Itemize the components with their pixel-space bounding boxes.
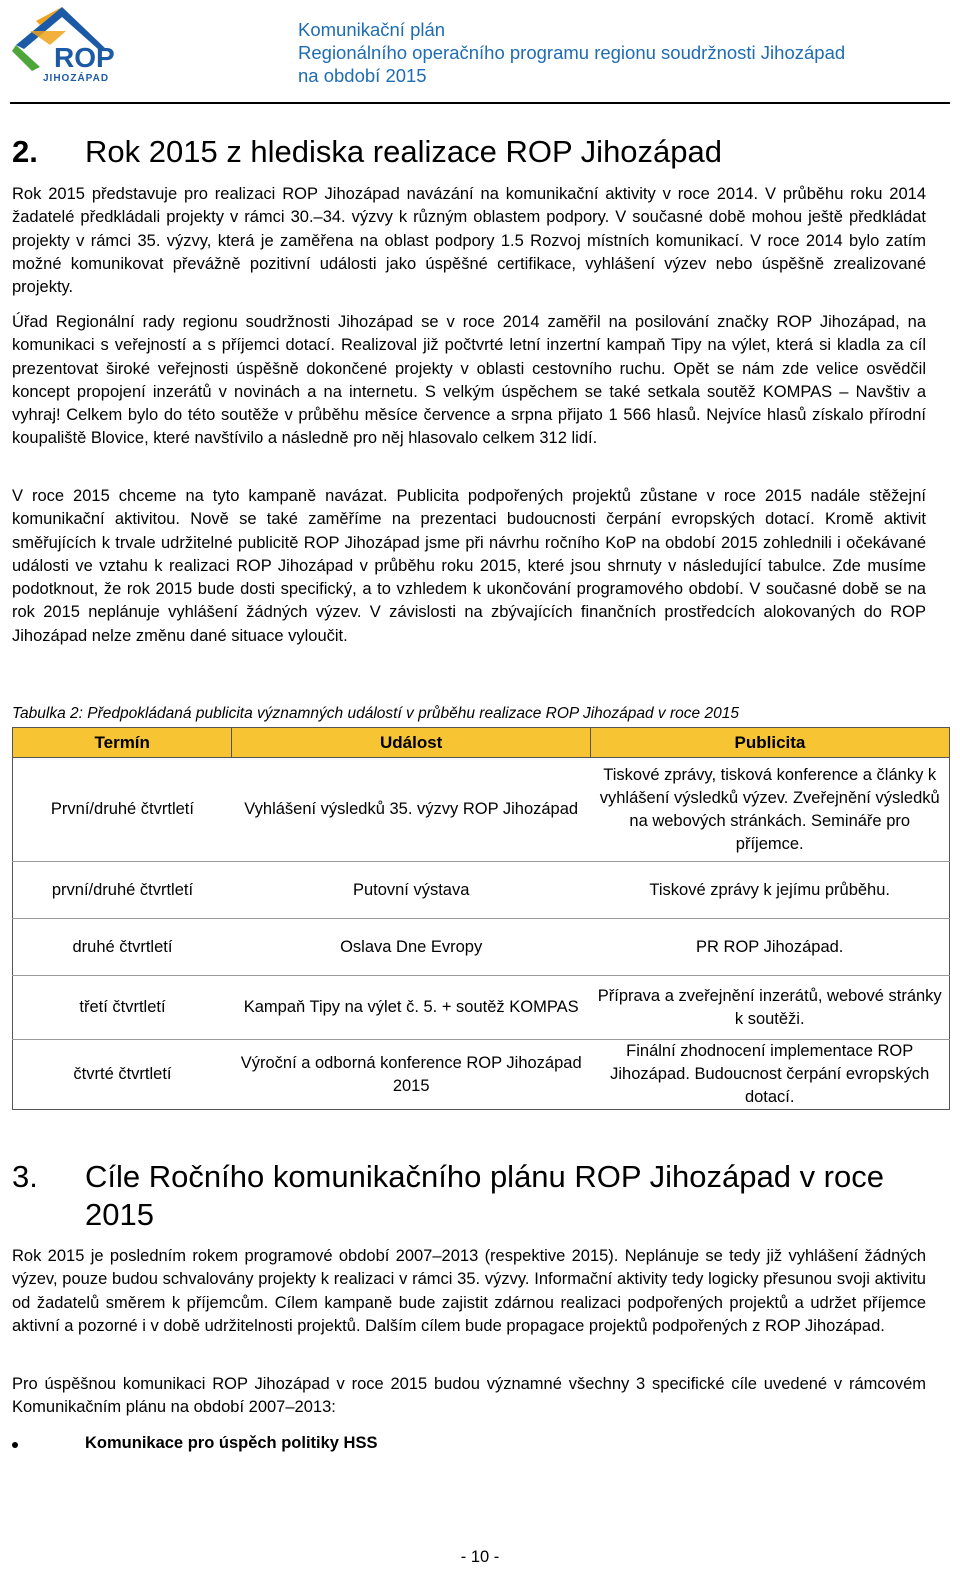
section-2-title: Rok 2015 z hlediska realizace ROP Jihozápad (85, 134, 723, 169)
svg-text:ROP: ROP (54, 42, 115, 73)
cell-publicita: Tiskové zprávy k jejímu průběhu. (590, 862, 949, 919)
table-row (13, 1040, 950, 1110)
rop-jihozapad-logo (10, 5, 125, 85)
cell-udalost: Výroční a odborná konference ROP Jihozápad 2015 (232, 1040, 591, 1110)
header-divider (10, 102, 950, 104)
cell-udalost: Putovní výstava (232, 862, 591, 919)
page-number: - 10 - (460, 1548, 500, 1566)
table-row (13, 758, 950, 862)
cell-termin: První/druhé čtvrtletí (13, 758, 232, 862)
cell-publicita: Finální zhodnocení implementace ROP Jihozápad. Budoucnost čerpání evropských dotací. (590, 1040, 949, 1110)
cell-publicita: Příprava a zveřejnění inzerátů, webové stránky k soutěži. (590, 976, 949, 1040)
header-line-1: Komunikační plán (298, 19, 446, 40)
column-header-termin: Termín (13, 728, 232, 758)
cell-udalost: Oslava Dne Evropy (232, 919, 591, 976)
cell-termin: první/druhé čtvrtletí (13, 862, 232, 919)
table-caption: Tabulka 2: Předpokládaná publicita významných událostí v průběhu realizace ROP Jihozápad v roce 2015 (12, 705, 739, 722)
column-header-udalost: Událost (232, 728, 591, 758)
section-3-number: 3. (12, 1159, 38, 1194)
svg-text:JIHOZÁPAD: JIHOZÁPAD (43, 73, 110, 84)
cell-termin: třetí čtvrtletí (13, 976, 232, 1040)
section-3-title: Cíle Ročního komunikačního plánu ROP Jihozápad v roce 2015 (85, 1159, 884, 1232)
table-row (13, 919, 950, 976)
section-3-paragraph-1: Rok 2015 je posledním rokem programové období 2007–2013 (respektive 2015). Neplánuje se tedy již vyhlášení žádných výzev, pouze budou schvalovány projekty k realizaci v rámci 35. výzvy. Informační aktivity tedy logicky přesunou svoji aktivitu od žadatelů směrem k příjemcům. Cílem kampaně bude zajistit zdárnou realizaci podpořených projektů a udržet příjemce aktivní a pozorné i v době udržitelnosti projektů. Dalším cílem bude propagace projektů podpořených z ROP Jihozápad. (12, 1247, 926, 1335)
bullet-icon (12, 1442, 18, 1448)
cell-udalost: Kampaň Tipy na výlet č. 5. + soutěž KOMPAS (232, 976, 591, 1040)
column-header-publicita: Publicita (590, 728, 949, 758)
cell-publicita: Tiskové zprávy, tisková konference a články k vyhlášení výsledků výzev. Zveřejnění výsledků na webových stránkách. Semináře pro příjemce. (590, 758, 949, 862)
section-2-paragraph-1: Rok 2015 představuje pro realizaci ROP Jihozápad navázání na komunikační aktivity v roce 2014. V průběhu roku 2014 žadatelé předkládali projekty v rámci 30.–34. výzvy k různým oblastem podpory. V současné době mohou ještě předkládat projekty v rámci 35. výzvy, která je zaměřena na oblast podpory 1.5 Rozvoj místních komunikací. V roce 2014 bylo zatím možné komunikovat převážně pozitivní události jako úspěšné certifikace, vyhlášení výzev nebo úspěšně zrealizované projekty. (12, 185, 926, 297)
header-line-3: na období 2015 (298, 65, 427, 86)
page-header (0, 0, 960, 100)
bullet-text: Komunikace pro úspěch politiky HSS (85, 1434, 378, 1452)
section-3-paragraph-2: Pro úspěšnou komunikaci ROP Jihozápad v roce 2015 budou významné všechny 3 specifické cíle uvedené v rámcovém Komunikačním plánu na období 2007–2013: (12, 1375, 926, 1417)
section-2-paragraph-2: Úřad Regionální rady regionu soudržnosti Jihozápad se v roce 2014 zaměřil na posilování značky ROP Jihozápad, na komunikaci s veřejností a s příjemci dotací. Realizoval již počtvrté letní inzertní kampaň Tipy na výlet, která si kladla za cíl prezentovat široké veřejnosti úspěšně dokončené projekty v oblasti cestovního ruchu. Opět se nám zde velice osvědčil koncept propojení inzerátů v novinách a na internetu. S velkým úspěchem se také setkala soutěž KOMPAS – Navštiv a vyhraj! Celkem bylo do této soutěže v průběhu měsíce července a srpna přijato 1 566 hlasů. Nejvíce hlasů získalo přírodní koupaliště Blovice, které navštívilo a následně pro něj hlasovalo celkem 312 lidí. (12, 313, 926, 448)
cell-termin: druhé čtvrtletí (13, 919, 232, 976)
header-line-2: Regionálního operačního programu regionu soudržnosti Jihozápad (298, 42, 846, 63)
cell-termin: čtvrté čtvrtletí (13, 1040, 232, 1110)
table-header-row (13, 728, 950, 758)
cell-udalost: Vyhlášení výsledků 35. výzvy ROP Jihozápad (232, 758, 591, 862)
header-title-block (298, 18, 845, 87)
section-2-number: 2. (12, 134, 38, 169)
section-2-paragraph-3: V roce 2015 chceme na tyto kampaně navázat. Publicita podpořených projektů zůstane v roce 2015 nadále stěžejní komunikační aktivitou. Nově se také zaměříme na prezentaci budoucnosti čerpání evropských dotací. Kromě aktivit směřujících k trvale udržitelné publicitě ROP Jihozápad jsme při návrhu ročního KoP na období 2015 zohlednili i očekávané události ve vztahu k realizaci ROP Jihozápad v průběhu roku 2015, které jsou shrnuty v následující tabulce. Zde musíme podotknout, že rok 2015 bude dosti specifický, a to vzhledem k ukončování programového období. V současné době se na rok 2015 neplánuje vyhlášení žádných výzev. V závislosti na zbývajících finančních prostředcích alokovaných do ROP Jihozápad nelze změnu dané situace vyloučit. (12, 487, 926, 645)
events-table (12, 727, 950, 1110)
cell-publicita: PR ROP Jihozápad. (590, 919, 949, 976)
table-row (13, 976, 950, 1040)
table-row (13, 862, 950, 919)
